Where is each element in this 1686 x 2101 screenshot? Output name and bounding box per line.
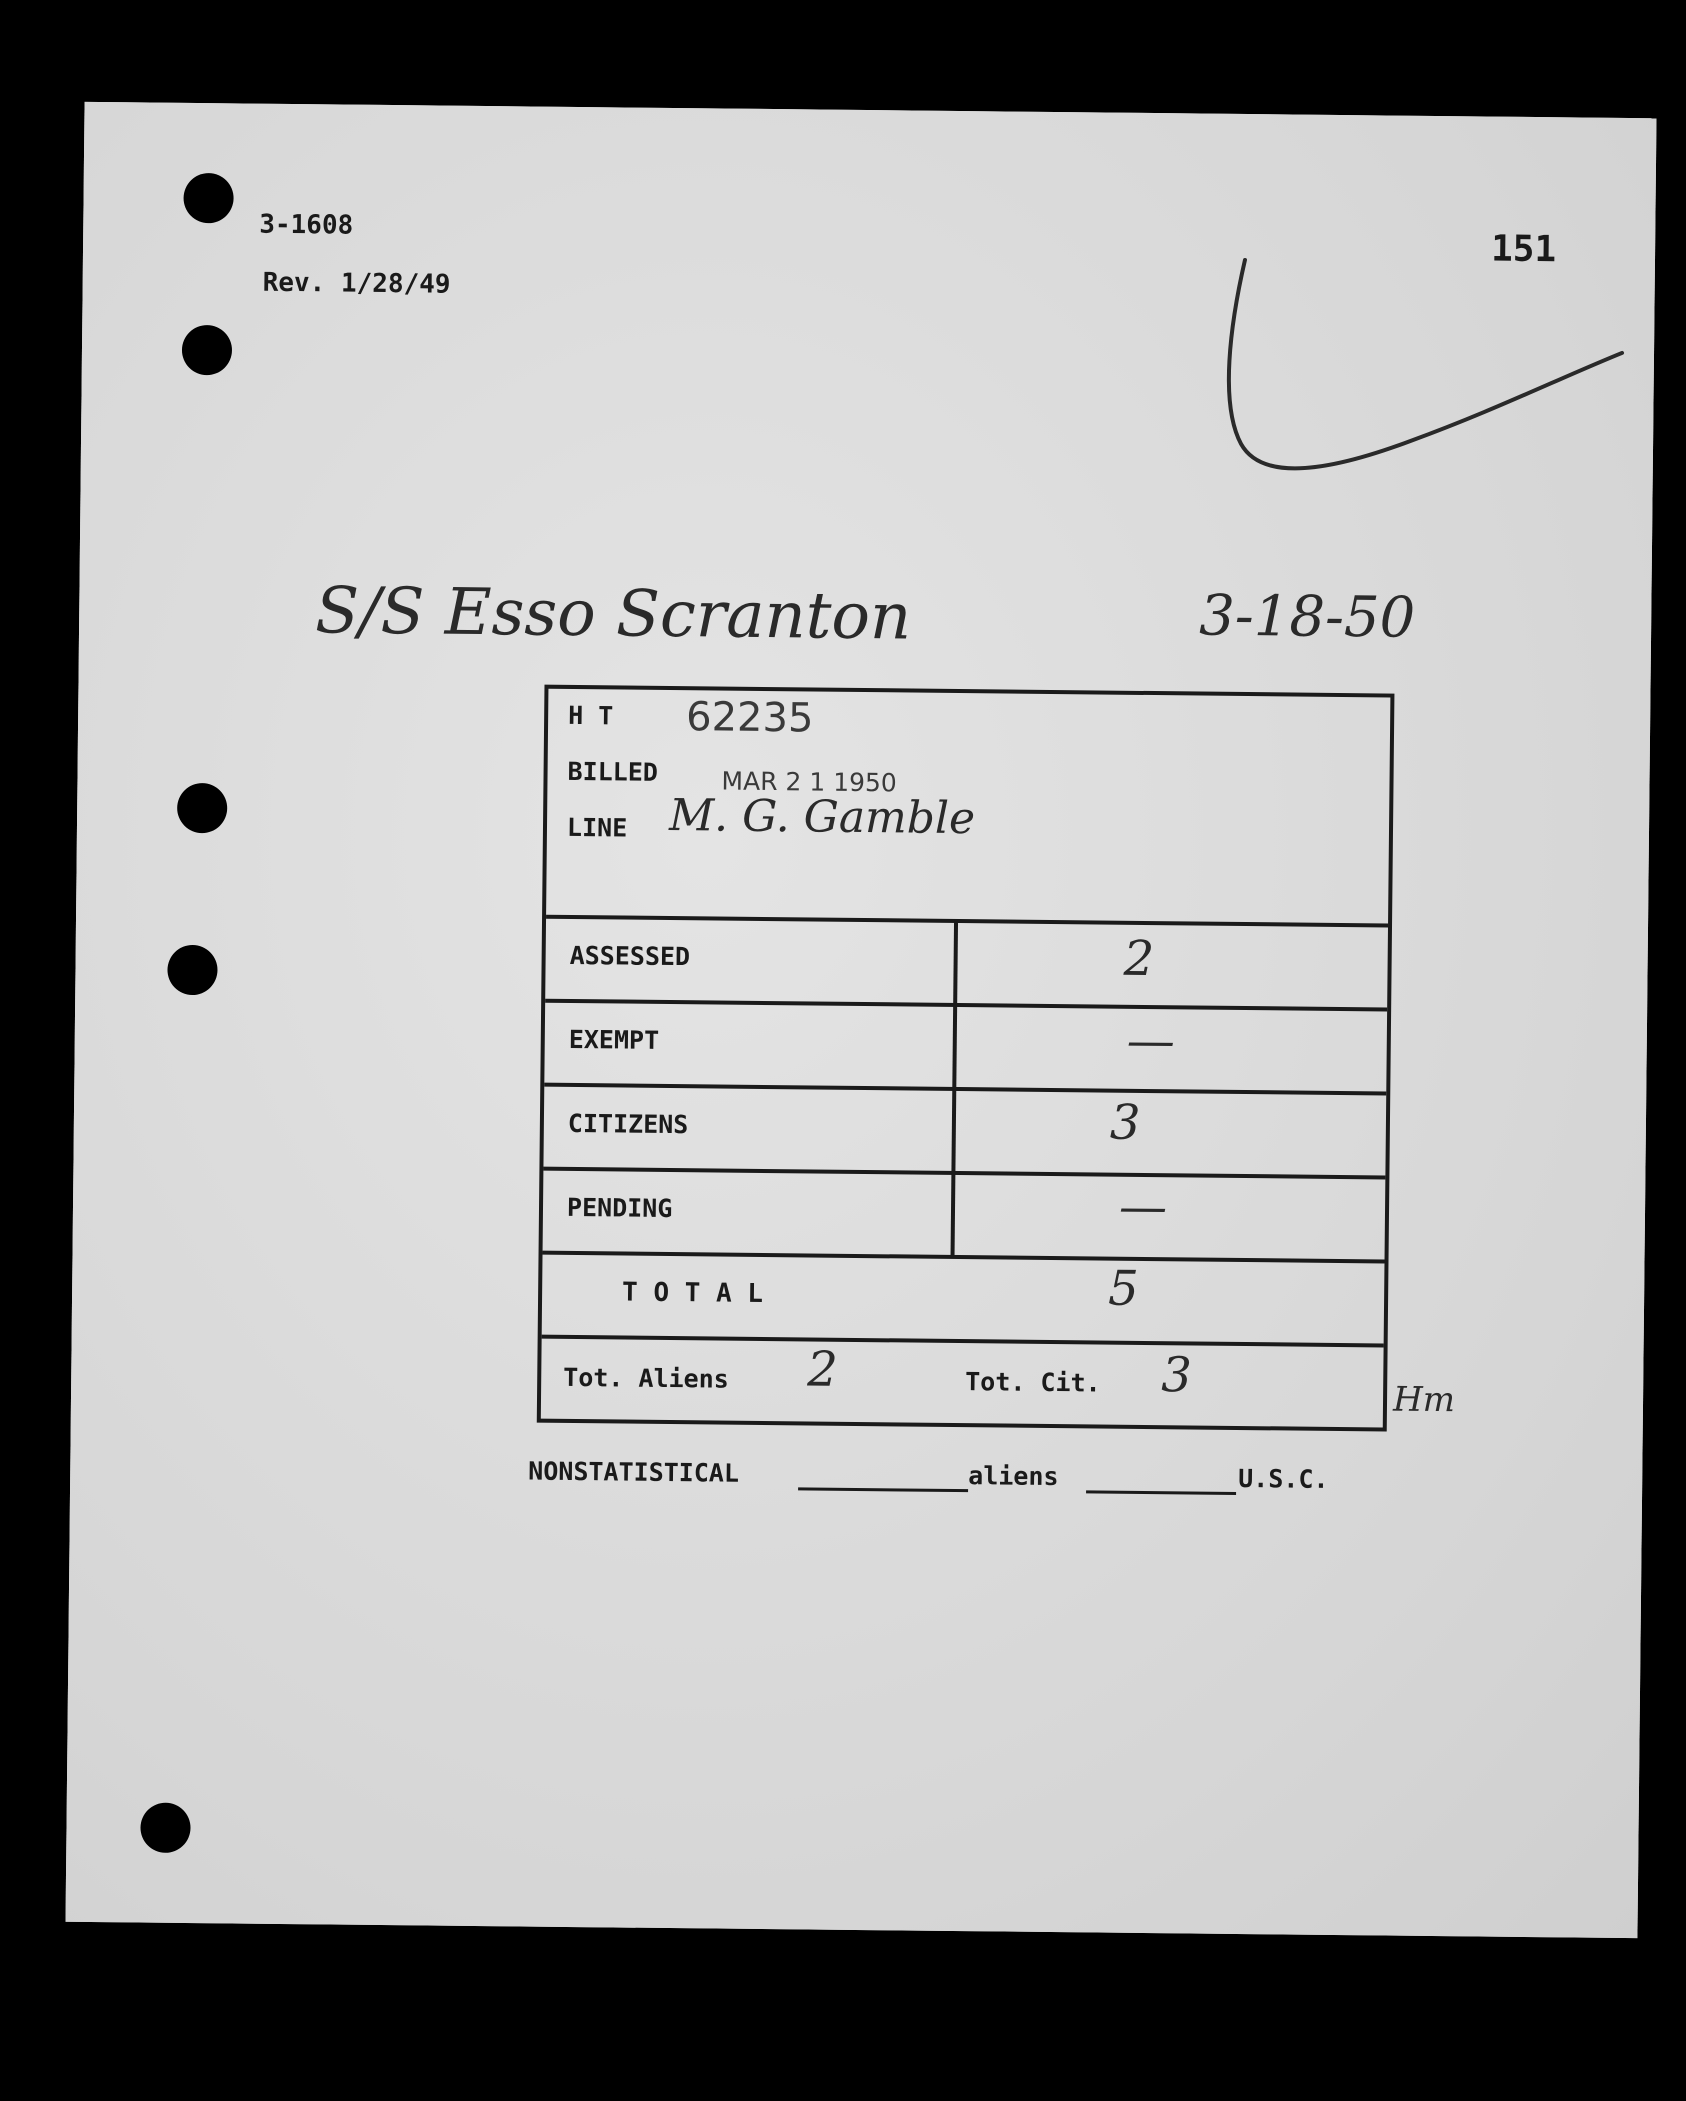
binder-hole — [183, 173, 234, 224]
line-label: LINE — [566, 812, 628, 843]
billed-label: BILLED — [567, 756, 659, 787]
line-value: M. G. Gamble — [668, 789, 976, 845]
row-value-exempt: — — [1126, 1012, 1176, 1070]
ht-number: 62235 — [685, 694, 814, 742]
revision-date: Rev. 1/28/49 — [262, 267, 451, 300]
vessel-name: S/S Esso Scranton — [314, 574, 912, 655]
nonstatistical-aliens-blank — [798, 1487, 968, 1492]
tot-cit-value: 3 — [1161, 1347, 1193, 1404]
head-tax-form — [537, 685, 1395, 1432]
binder-hole — [182, 325, 233, 376]
billed-date-stamp: MAR 2 1 1950 — [721, 766, 897, 798]
row-value-citizens: 3 — [1109, 1094, 1141, 1151]
tot-aliens-label: Tot. Aliens — [563, 1362, 729, 1394]
divider — [546, 915, 1388, 928]
total-label: T O T A L — [621, 1277, 764, 1309]
binder-hole — [177, 783, 228, 834]
check-mark-icon — [1211, 254, 1633, 488]
document-page — [66, 102, 1657, 1938]
aliens-label: aliens — [968, 1461, 1059, 1492]
row-label-assessed: ASSESSED — [569, 940, 691, 972]
row-value-assessed: 2 — [1123, 930, 1155, 988]
divider — [544, 1083, 1386, 1096]
tot-aliens-value: 2 — [807, 1341, 839, 1398]
divider — [543, 1167, 1385, 1180]
total-value: 5 — [1107, 1260, 1140, 1317]
arrival-date: 3-18-50 — [1198, 583, 1416, 651]
divider — [542, 1335, 1384, 1348]
divider — [545, 999, 1387, 1012]
form-number: 3-1608 — [259, 209, 354, 241]
row-label-pending: PENDING — [566, 1192, 673, 1224]
page-number: 151 — [1490, 228, 1557, 271]
binder-hole — [167, 945, 218, 996]
clerk-initials: Hm — [1392, 1379, 1456, 1421]
binder-hole — [140, 1803, 191, 1854]
usc-label: U.S.C. — [1238, 1463, 1329, 1494]
ht-label: H T — [568, 700, 614, 731]
tot-cit-label: Tot. Cit. — [965, 1367, 1101, 1398]
row-value-pending: — — [1118, 1178, 1168, 1236]
row-label-citizens: CITIZENS — [567, 1108, 689, 1140]
nonstatistical-label: NONSTATISTICAL — [528, 1456, 740, 1488]
divider — [543, 1251, 1385, 1264]
nonstatistical-usc-blank — [1086, 1490, 1236, 1495]
row-label-exempt: EXEMPT — [568, 1024, 660, 1055]
